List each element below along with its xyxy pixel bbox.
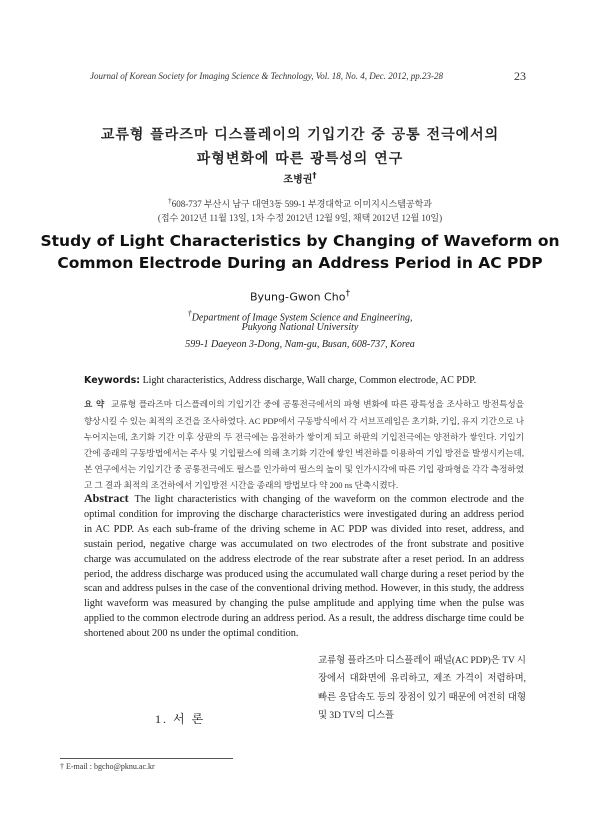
korean-affiliation xyxy=(0,196,600,210)
english-title-line-2: Common Electrode During an Address Period in AC PDP xyxy=(57,254,543,272)
korean-author-mark: † xyxy=(312,170,317,180)
english-author xyxy=(0,288,600,304)
korean-author-name: 조병권 xyxy=(283,174,313,186)
section-heading-introduction: 1. 서 론 xyxy=(155,712,206,726)
english-abstract xyxy=(84,491,524,642)
korean-affiliation-mark: † xyxy=(167,196,172,205)
running-head: Journal of Korean Society for Imaging Science & Technology, Vol. 18, No. 4, Dec. 2012, pp.23-28 xyxy=(90,71,444,81)
english-author-name: Byung-Gwon Cho xyxy=(249,290,346,304)
english-abstract-text: The light characteristics with changing of the waveform on the common electrode and the optimal condition for improving the discharge characteristics were investigated during an address period in AC PDP. As each sub-frame of the driving scheme in AC PDP was divided into reset, address, and sustain period, negative charge was accumulated on two electrodes of the front substrate and positive charge was accumulated on the address electrode of the rear substrate after a reset period. In an address period, the address discharge was produced using the accumulated wall charge during a reset period by the scan and address pulses in the case of the conventional driving method. However, in this study, the address light waveform was measured by changing the pulse amplitude and applying time when the pulse was applied to the common electrode during an address period. As a result, the address discharge time could be shortened about 200 ns under the optimal condition. xyxy=(84,494,524,640)
english-affiliation-mark: † xyxy=(187,309,192,318)
received-dates: (접수 2012년 11월 13일, 1차 수정 2012년 12월 9일, 채택 2012년 12월 10일) xyxy=(157,213,443,223)
keywords-label: Keywords: xyxy=(84,375,141,386)
footnote-divider xyxy=(60,758,233,759)
english-affiliation-line-2: Pukyong National University xyxy=(241,322,359,333)
korean-author xyxy=(0,170,600,185)
english-affiliation-department: Department of Image System Science and Engineering, xyxy=(191,312,413,324)
footnote-email: E-mail : bgcho@pknu.ac.kr xyxy=(66,762,155,771)
english-author-mark: † xyxy=(345,288,351,299)
korean-abstract xyxy=(84,397,524,493)
keywords xyxy=(84,375,524,386)
korean-affiliation-text: 608-737 부산시 남구 대연3동 599-1 부경대학교 이미지시스템공학과 xyxy=(171,199,432,209)
keywords-text: Light characteristics, Address discharge, Wall charge, Common electrode, AC PDP. xyxy=(142,375,477,386)
page-number: 23 xyxy=(514,69,526,83)
english-abstract-label: Abstract xyxy=(84,491,129,505)
korean-abstract-text: 교류형 플라즈마 디스플레이의 기입기간 중에 공통전극에서의 파형 변화에 따른 광특성을 조사하고 방전특성을 향상시킬 수 있는 최적의 조건을 조사하였다. AC PDP에서 구동방식에서 각 서브프레임은 초기화, 기입, 유지 기간으로 나누어지는데, 초기화 기간 이후 상판의 두 전극에는 음전하가 쌓이게 되고 하판의 기입전극에는 양전하가 쌓인다. 기입기간에 종래의 구동방법에서는 주사 및 기입펄스에 의해 초기화 기간에 쌓인 벽전하를 이용하여 기입 방전을 발생시키는데, 본 연구에서는 기입기간 중 공통전극에도 펄스를 인가하여 펄스의 높이 및 인가시각에 따른 기입 광파형을 각각 측정하였고 그 결과 최적의 조건하에서 기입방전 시간을 종래의 방법보다 약 200 ns 단축시켰다. xyxy=(84,399,524,490)
korean-title-line-2: 파형변화에 따른 광특성의 연구 xyxy=(196,151,404,167)
introduction-paragraph: 교류형 플라즈마 디스플레이 패널(AC PDP)은 TV 시장에서 대화면에 유리하고, 제조 가격이 저렴하며, 빠른 응답속도 등의 장점이 있기 때문에 여전히 대형 및 3D TV의 디스플 xyxy=(318,656,526,722)
korean-title-line-1: 교류형 플라즈마 디스플레이의 기입기간 중 공통 전극에서의 xyxy=(100,127,500,143)
english-title-line-1: Study of Light Characteristics by Changing of Waveform on xyxy=(40,232,560,250)
english-affiliation-address: 599-1 Daeyeon 3-Dong, Nam-gu, Busan, 608-737, Korea xyxy=(185,339,415,350)
footnote xyxy=(60,762,155,771)
footnote-mark: † xyxy=(60,762,64,771)
korean-abstract-label: 요 약 xyxy=(84,400,105,410)
